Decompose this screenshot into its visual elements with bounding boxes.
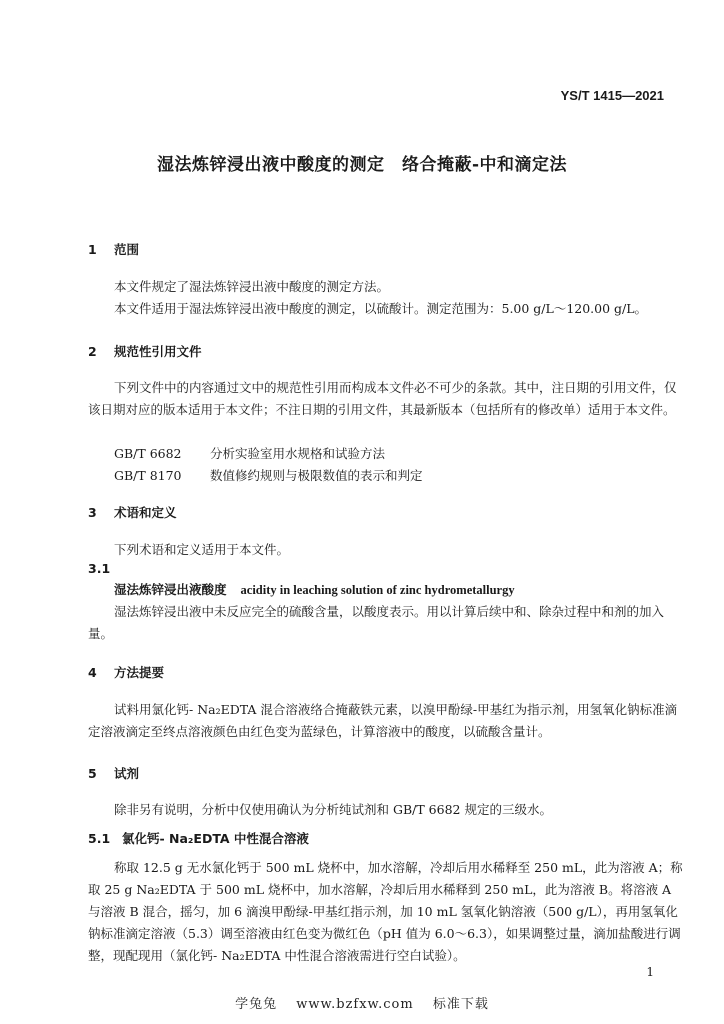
section-5-paragraph-1: 除非另有说明，分析中仅使用确认为分析纯试剂和 GB/T 6682 规定的三级水。 bbox=[114, 802, 552, 817]
reference-code: GB/T 6682 bbox=[114, 446, 182, 461]
section-5-title: 试剂 bbox=[114, 766, 140, 781]
section-1-number: 1 bbox=[88, 242, 97, 257]
section-2-number: 2 bbox=[88, 344, 97, 359]
section-4-heading bbox=[88, 663, 164, 681]
section-2-paragraph-1: 下列文件中的内容通过文中的规范性引用而构成本文件必不可少的条款。其中，注日期的引用文件，仅该日期对应的版本适用于本文件；不注日期的引用文件，其最新版本（包括所有的修改单）适用于本文件。 bbox=[88, 380, 677, 417]
watermark-footer: 学兔兔 www.bzfxw.com 标准下载 bbox=[235, 997, 489, 1012]
subsection-5-1-paragraph: 称取 12.5 g 无水氯化钙于 500 mL 烧杯中，加水溶解，冷却后用水稀释至 250 mL，此为溶液 A；称取 25 g Na₂EDTA 于 500 mL 烧杯中，加水溶解，冷却后用水稀释到 250 mL，此为溶液 B。将溶液 A 与溶液 B 混合，摇匀，加 6 滴溴甲酚绿-甲基红指示剂，加 10 mL 氢氧化钠溶液（500 g/L），再用氢氧化钠标准滴定溶液（5.3）调至溶液由红色变为微红色（pH 值为 6.0～6.3），如果调整过量，滴加盐酸进行调整，现配现用（氯化钙- Na₂EDTA 中性混合溶液需进行空白试验）。 bbox=[88, 860, 683, 963]
section-4-title: 方法提要 bbox=[114, 665, 165, 680]
section-3-number: 3 bbox=[88, 505, 97, 520]
section-4-paragraph-1: 试料用氯化钙- Na₂EDTA 混合溶液络合掩蔽铁元素，以溴甲酚绿-甲基红为指示剂，用氢氧化钠标准滴定溶液滴定至终点溶液颜色由红色变为蓝绿色，计算溶液中的酸度，以硫酸含量计。 bbox=[88, 702, 678, 739]
section-1-paragraph-2: 本文件适用于湿法炼锌浸出液中酸度的测定，以硫酸计。测定范围为：5.00 g/L～120.00 g/L。 bbox=[114, 301, 648, 316]
reference-name: 数值修约规则与极限数值的表示和判定 bbox=[210, 468, 423, 483]
section-3-title: 术语和定义 bbox=[114, 505, 177, 520]
section-5-heading bbox=[88, 764, 139, 782]
reference-item bbox=[114, 443, 385, 465]
subsection-3-1-number: 3.1 bbox=[88, 561, 111, 576]
document-title: 湿法炼锌浸出液中酸度的测定 络合掩蔽-中和滴定法 bbox=[156, 155, 568, 175]
section-1-title: 范围 bbox=[114, 242, 140, 257]
term-entry bbox=[114, 579, 515, 601]
subsection-5-1-number: 5.1 bbox=[88, 831, 111, 846]
term-chinese: 湿法炼锌浸出液酸度 bbox=[114, 582, 227, 597]
subsection-5-1-heading bbox=[88, 829, 309, 847]
section-3-heading bbox=[88, 503, 177, 521]
document-number: YS/T 1415—2021 bbox=[560, 88, 664, 103]
section-3-paragraph-1: 下列术语和定义适用于本文件。 bbox=[114, 542, 290, 557]
term-definition: 湿法炼锌浸出液中未反应完全的硫酸含量，以酸度表示。用以计算后续中和、除杂过程中和剂的加入量。 bbox=[88, 604, 665, 641]
section-4-number: 4 bbox=[88, 665, 97, 680]
subsection-5-1-title: 氯化钙- Na₂EDTA 中性混合溶液 bbox=[122, 831, 309, 846]
section-1-paragraph-1: 本文件规定了湿法炼锌浸出液中酸度的测定方法。 bbox=[114, 279, 390, 294]
reference-item bbox=[114, 465, 423, 487]
section-2-title: 规范性引用文件 bbox=[114, 344, 202, 359]
section-2-heading bbox=[88, 342, 202, 360]
reference-name: 分析实验室用水规格和试验方法 bbox=[210, 446, 386, 461]
term-english: acidity in leaching solution of zinc hydrometallurgy bbox=[240, 583, 515, 597]
section-5-number: 5 bbox=[88, 766, 97, 781]
reference-code: GB/T 8170 bbox=[114, 468, 182, 483]
section-1-heading bbox=[88, 240, 139, 258]
page-number: 1 bbox=[646, 965, 654, 979]
